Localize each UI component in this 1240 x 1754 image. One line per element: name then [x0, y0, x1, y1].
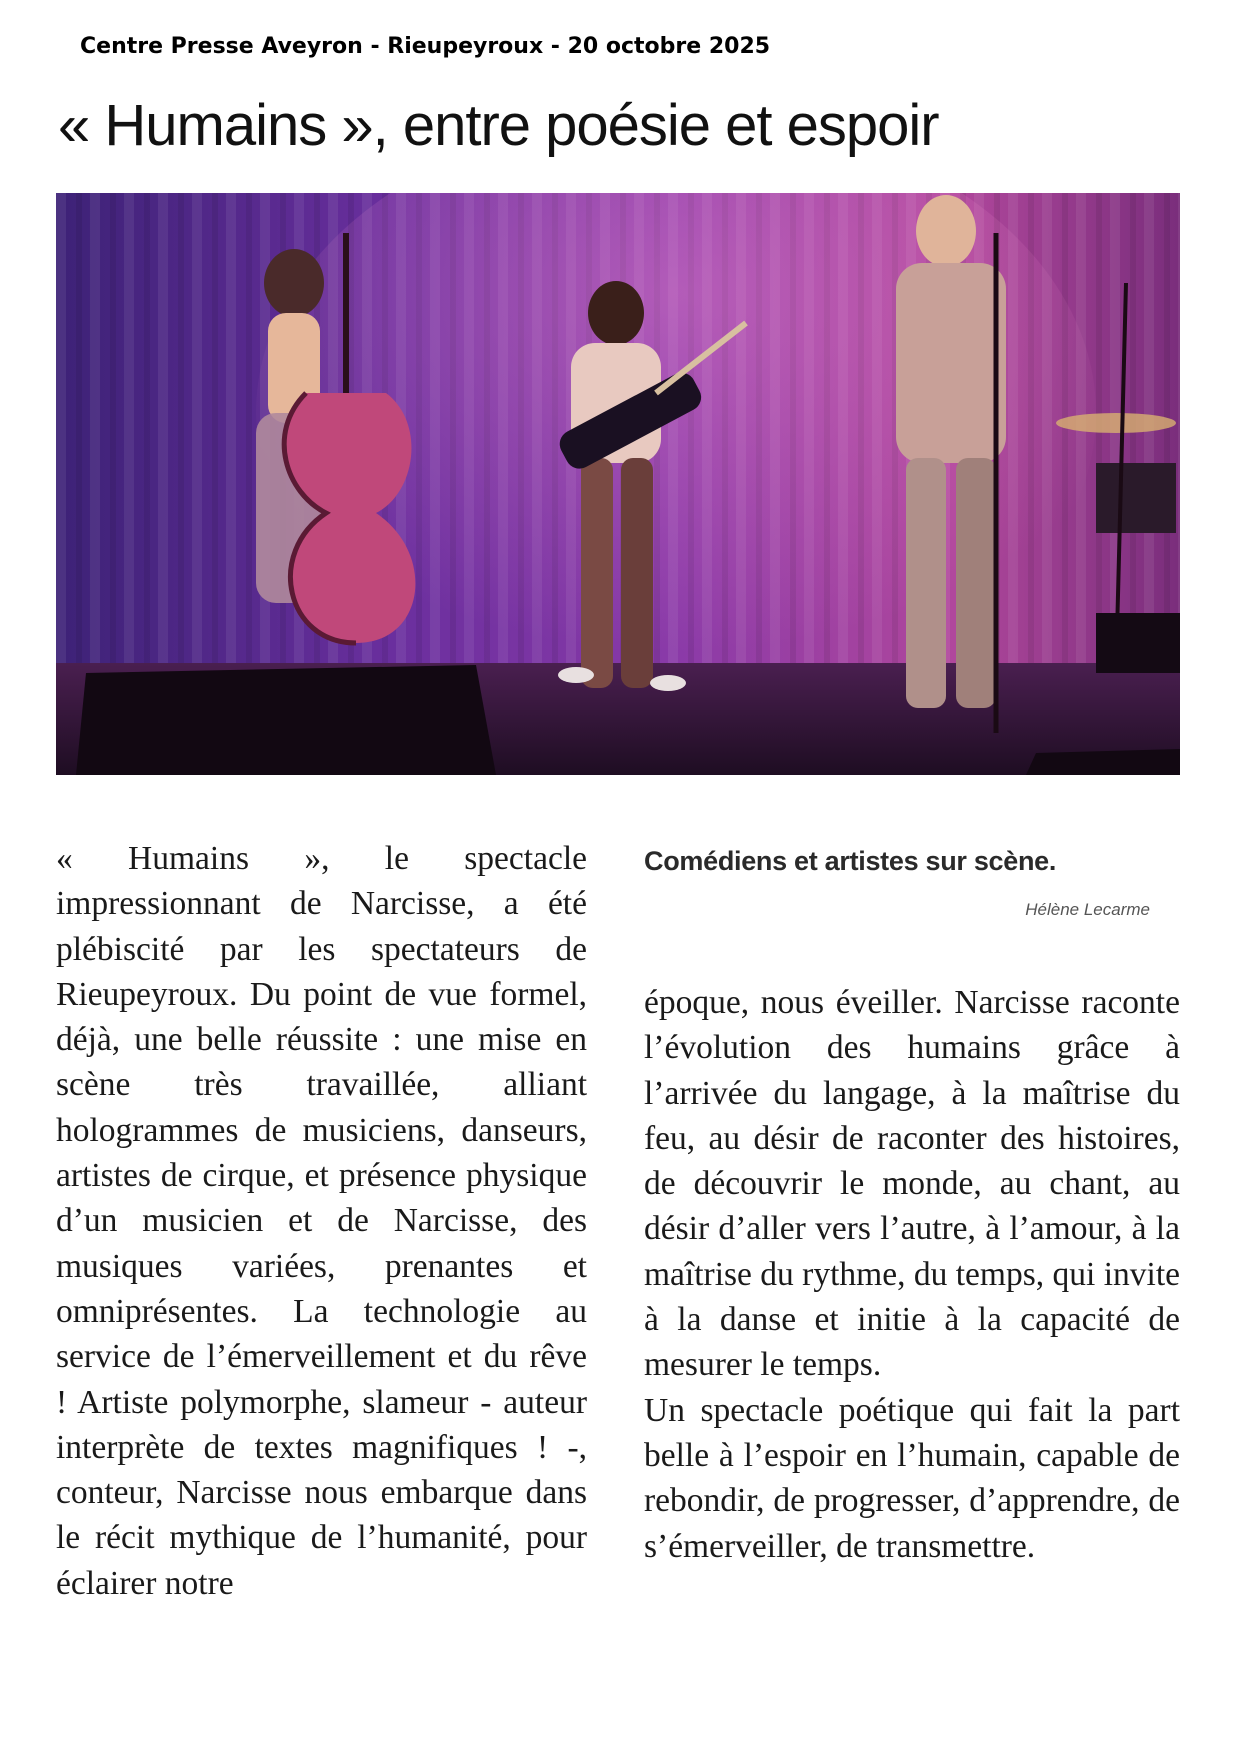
stage-photo: [56, 193, 1180, 775]
article-paragraph: époque, nous éveiller. Narcisse raconte l’évolution des humains grâce à l’arrivée du langage, à la maîtrise du feu, au désir de raconter des histoires, de découvrir le monde, au chant, au désir d’aller vers l’autre, à l’amour, à la maîtrise du rythme, du temps, qui invite à la danse et initie à la capacité de mesurer le temps.: [644, 984, 1180, 1384]
article-paragraph: Un spectacle poétique qui fait la part belle à l’espoir en l’humain, capable de rebondir, de progresser, d’apprendre, de s’émerveiller, de transmettre.: [644, 1391, 1180, 1565]
article-column-right: [644, 980, 1180, 1569]
photo-credit: Hélène Lecarme: [1025, 900, 1150, 919]
headline: « Humains », entre poésie et espoir: [58, 93, 939, 158]
source-line: Centre Presse Aveyron - Rieupeyroux - 20 octobre 2025: [80, 34, 771, 59]
stage-photo-illustration: [56, 193, 1180, 775]
photo-caption: Comédiens et artistes sur scène.: [644, 846, 1057, 876]
article-column-left: « Humains », le spectacle impressionnant de Narcisse, a été plébiscité par les spectateurs de Rieupeyroux. Du point de vue formel, déjà, une belle réussite : une mise en scène très travaillée, alliant hologrammes de musiciens, danseurs, artistes de cirque, et présence physique d’un musicien et de Narcisse, des musiques variées, prenantes et omniprésentes. La technologie au service de l’émerveillement et du rêve ! Artiste polymorphe, slameur - auteur interprète de textes magnifiques ! -, conteur, Narcisse nous embarque dans le récit mythique de l’humanité, pour éclairer notre: [56, 840, 587, 1602]
